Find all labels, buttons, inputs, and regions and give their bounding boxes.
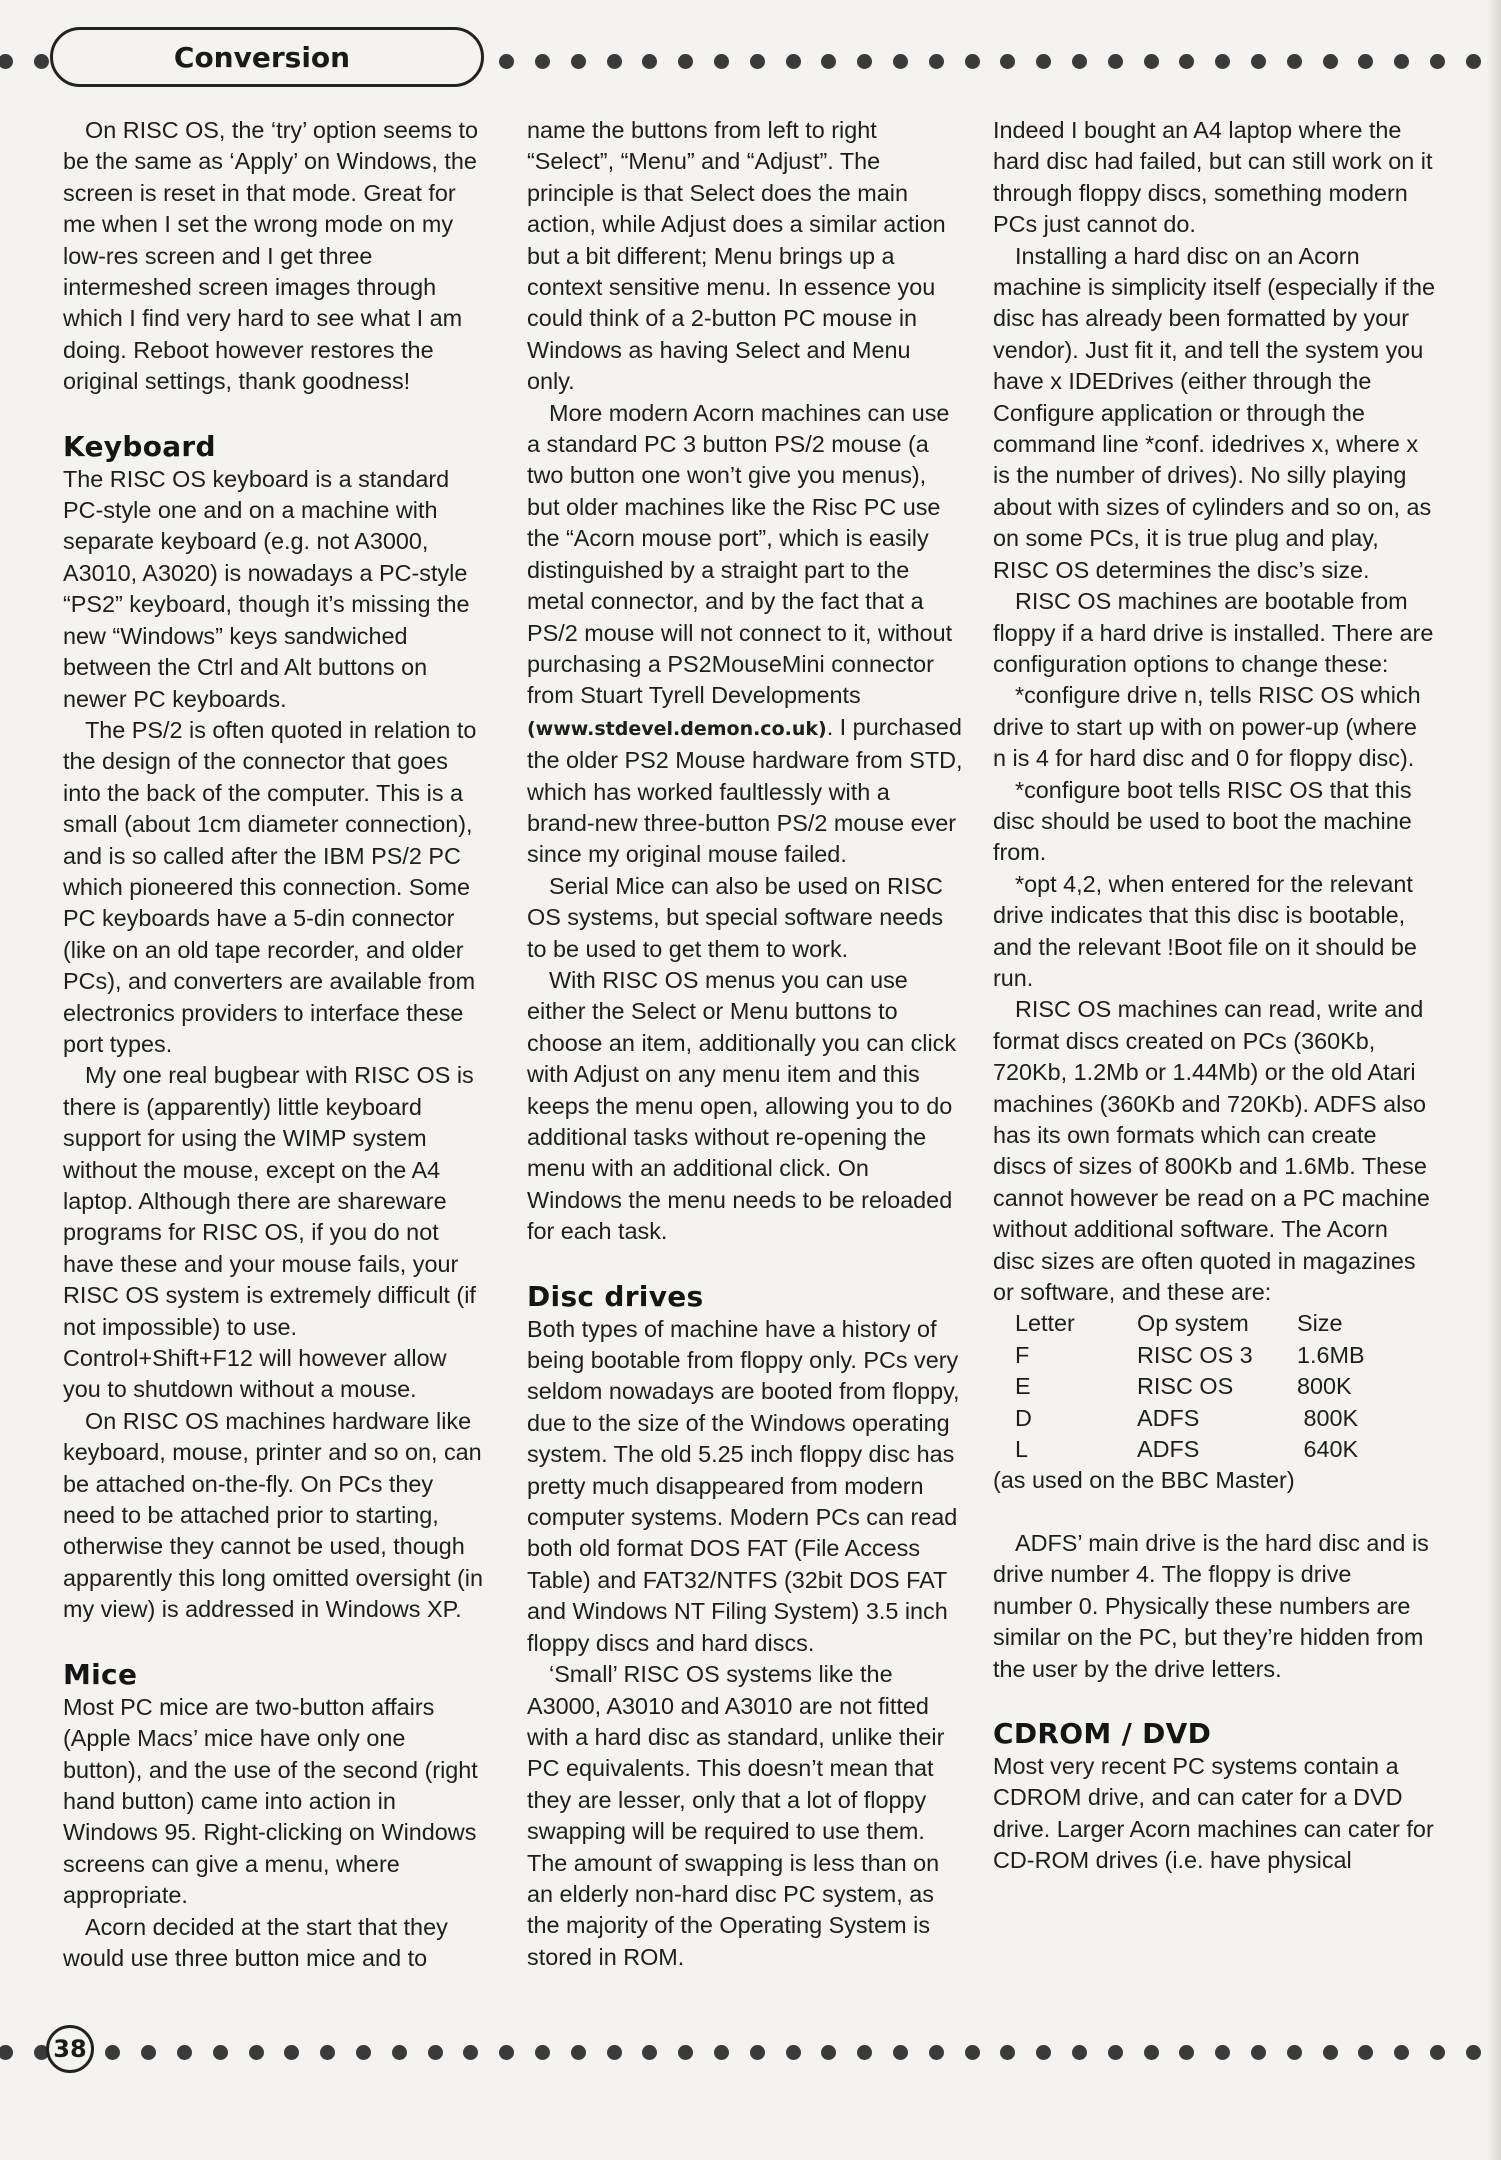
column-3 <box>993 115 1435 1877</box>
table-cell: 800K <box>1297 1373 1352 1400</box>
disc-sizes-table <box>1015 1308 1365 1465</box>
paragraph: RISC OS machines are bootable from floppy if a hard drive is installed. There are configuration options to change these: <box>993 588 1434 677</box>
rule-dot <box>1036 2045 1051 2060</box>
rule-dot <box>1215 54 1230 69</box>
rule-dot <box>320 2045 335 2060</box>
paragraph-text: . I purchased the older PS2 Mouse hardware from STD, which has worked faultlessly with a brand-new three-button PS/2 mouse ever since my original mouse failed. <box>527 713 963 868</box>
rule-dot <box>499 2045 514 2060</box>
paragraph: The PS/2 is often quoted in relation to the design of the connector that goes into the back of the computer. This is a small (about 1cm diameter connection), and is so called after the IBM PS/2 PC which pioneered this connection. Some PC keyboards have a 5-din connector (like on an old tape recorder, and older PCs), and converters are available from electronics providers to interface these port types. <box>63 716 477 1057</box>
rule-dot <box>678 2045 693 2060</box>
rule-dot <box>857 54 872 69</box>
heading-disc-drives: Disc drives <box>527 1279 704 1313</box>
table-cell: E <box>1015 1373 1031 1400</box>
rule-dot <box>392 2045 407 2060</box>
paragraph: The RISC OS keyboard is a standard PC-style one and on a machine with separate keyboard (e.g. not A3000, A3010, A3020) is nowadays a PC-style “PS2” keyboard, though it’s missing the new “Windows” keys sandwiched between the Ctrl and Alt buttons on newer PC keyboards. <box>63 465 470 712</box>
paragraph: Most PC mice are two-button affairs (Apple Macs’ mice have only one button), and the use of the second (right hand button) came into action in Windows 95. Right-clicking on Windows screens can give a menu, where appropriate. <box>63 1693 478 1909</box>
rule-dot <box>571 2045 586 2060</box>
rule-dot <box>535 2045 550 2060</box>
rule-dot <box>1251 2045 1266 2060</box>
paragraph: On RISC OS, the ‘try’ option seems to be the same as ‘Apply’ on Windows, the screen is reset in that mode. Great for me when I set the wrong mode on my low-res screen and I get three intermeshed screen images through which I find very hard to see what I am doing. Reboot however restores the original settings, thank goodness! <box>63 117 479 395</box>
rule-dot <box>141 2045 156 2060</box>
rule-dot <box>1000 2045 1015 2060</box>
paragraph: name the buttons from left to right “Select”, “Menu” and “Adjust”. The principle is that Select does the main action, while Adjust does a similar action but a bit different; Menu brings up a context sensitive menu. In essence you could think of a 2-button PC mouse in Windows as having Select and Menu only. <box>527 117 946 395</box>
rule-dot <box>1287 2045 1302 2060</box>
column-2 <box>527 115 963 1973</box>
rule-dot <box>893 54 908 69</box>
table-row <box>1015 1371 1365 1402</box>
rule-dot <box>1215 2045 1230 2060</box>
table-cell: 640K <box>1297 1436 1359 1463</box>
rule-dot <box>678 54 693 69</box>
rule-dot <box>1287 54 1302 69</box>
rule-dot <box>1072 54 1087 69</box>
paragraph: Indeed I bought an A4 laptop where the hard disc had failed, but can still work on it through floppy discs, something modern PCs just cannot do. <box>993 117 1433 238</box>
paragraph: My one real bugbear with RISC OS is there is (apparently) little keyboard support for using the WIMP system without the mouse, except on the A4 laptop. Although there are shareware programs for RISC OS, if you do not have these and your mouse fails, your RISC OS system is extremely difficult (if not impossible) to use. Control+Shift+F12 will however allow you to shutdown without a mouse. <box>63 1062 476 1403</box>
rule-dot <box>1358 54 1373 69</box>
paragraph: *configure drive n, tells RISC OS which drive to start up with on power-up (where n is 4 for hard disc and 0 for floppy disc). <box>993 682 1421 772</box>
paragraph-text: More modern Acorn machines can use a standard PC 3 button PS/2 mouse (a two button one won’t give you menus), but older machines like the Risc PC use the “Acorn mouse port”, which is easily distinguished by a straight part to the metal connector, and by the fact that a PS/2 mouse will not connect to it, without purchasing a PS2MouseMini connector from Stuart Tyrell Developments <box>527 399 953 709</box>
rule-dot <box>714 54 729 69</box>
paragraph: Installing a hard disc on an Acorn machine is simplicity itself (especially if the disc has already been formatted by your vendor). Just fit it, and tell the system you have x IDEDrives (either through the Configure application or through the command line *conf. idedrives x, where x is the number of drives). No silly playing about with sizes of cylinders and so on, as on some PCs, it is true plug and play, RISC OS determines the disc’s size. <box>993 242 1435 583</box>
table-cell: ADFS <box>1137 1436 1200 1463</box>
rule-dot <box>1358 2045 1373 2060</box>
rule-dot <box>249 2045 264 2060</box>
page-number-badge <box>46 2025 94 2073</box>
rule-dot <box>821 2045 836 2060</box>
rule-dot <box>499 54 514 69</box>
table-cell: F <box>1015 1341 1030 1368</box>
rule-dot <box>929 54 944 69</box>
rule-dot <box>750 2045 765 2060</box>
rule-dot <box>1323 2045 1338 2060</box>
paragraph: *opt 4,2, when entered for the relevant drive indicates that this disc is bootable, and the relevant !Boot file on it should be run. <box>993 870 1417 991</box>
table-cell: 1.6MB <box>1297 1341 1365 1368</box>
table-row <box>1015 1403 1365 1434</box>
rule-dot <box>1036 54 1051 69</box>
rule-dot <box>607 54 622 69</box>
rule-dot <box>356 2045 371 2060</box>
paragraph: ‘Small’ RISC OS systems like the A3000, A3010 and A3010 are not fitted with a hard disc as standard, unlike their PC equivalents. This doesn’t mean that they are lesser, only that a lot of floppy swapping will be required to use them. The amount of swapping is less than on an elderly non-hard disc PC system, as the majority of the Operating System is stored in ROM. <box>527 1661 945 1970</box>
rule-dot <box>1144 2045 1159 2060</box>
footer-dot-rule <box>0 2041 1501 2065</box>
heading-keyboard: Keyboard <box>63 429 216 463</box>
rule-dot <box>607 2045 622 2060</box>
rule-dot <box>821 54 836 69</box>
table-header-row <box>1015 1308 1365 1339</box>
paragraph: Serial Mice can also be used on RISC OS systems, but special software needs to be used to get them to work. <box>527 872 944 962</box>
rule-dot <box>0 54 13 69</box>
table-cell: L <box>1015 1436 1029 1463</box>
rule-dot <box>1108 2045 1123 2060</box>
rule-dot <box>893 2045 908 2060</box>
table-row <box>1015 1434 1365 1465</box>
rule-dot <box>714 2045 729 2060</box>
column-1 <box>63 115 487 1974</box>
rule-dot <box>750 54 765 69</box>
heading-mice: Mice <box>63 1657 138 1691</box>
paragraph <box>527 398 963 871</box>
rule-dot <box>284 2045 299 2060</box>
rule-dot <box>857 2045 872 2060</box>
rule-dot <box>786 2045 801 2060</box>
rule-dot <box>1394 2045 1409 2060</box>
table-header-cell: Op system <box>1137 1310 1249 1337</box>
page-number: 38 <box>53 2035 87 2063</box>
rule-dot <box>1072 2045 1087 2060</box>
table-cell: RISC OS <box>1137 1373 1234 1400</box>
rule-dot <box>642 54 657 69</box>
rule-dot <box>0 2045 13 2060</box>
section-title-banner <box>50 27 484 87</box>
table-cell: D <box>1015 1404 1032 1431</box>
table-cell: ADFS <box>1137 1404 1200 1431</box>
paragraph: On RISC OS machines hardware like keyboard, mouse, printer and so on, can be attached on-the-fly. On PCs they need to be attached prior to starting, otherwise they cannot be used, though apparently this long omitted oversight (in my view) is addressed in Windows XP. <box>63 1407 483 1623</box>
rule-dot <box>1000 54 1015 69</box>
paragraph: ADFS’ main drive is the hard disc and is drive number 4. The floppy is drive number 0. Physically these numbers are similar on the PC, but they’re hidden from the user by the drive letters. <box>993 1529 1429 1682</box>
rule-dot <box>105 2045 120 2060</box>
website-url: (www.stdevel.demon.co.uk) <box>527 717 827 740</box>
rule-dot <box>34 54 49 69</box>
table-header-cell: Size <box>1297 1310 1343 1337</box>
table-cell: 800K <box>1297 1404 1359 1431</box>
paragraph: With RISC OS menus you can use either the Select or Menu buttons to choose an item, additionally you can click with Adjust on any menu item and this keeps the menu open, allowing you to do additional tasks without re-opening the menu with an additional click. On Windows the menu needs to be reloaded for each task. <box>527 966 957 1245</box>
rule-dot <box>213 2045 228 2060</box>
table-header-cell: Letter <box>1015 1310 1075 1337</box>
rule-dot <box>929 2045 944 2060</box>
paragraph: Acorn decided at the start that they would use three button mice and to <box>63 1913 448 1971</box>
rule-dot <box>1144 54 1159 69</box>
rule-dot <box>965 54 980 69</box>
rule-dot <box>786 54 801 69</box>
rule-dot <box>1466 2045 1481 2060</box>
section-title: Conversion <box>173 40 351 74</box>
rule-dot <box>965 2045 980 2060</box>
rule-dot <box>177 2045 192 2060</box>
rule-dot <box>1430 2045 1445 2060</box>
rule-dot <box>642 2045 657 2060</box>
paragraph: Both types of machine have a history of being bootable from floppy only. PCs very seldom nowadays are booted from floppy, due to the size of the Windows operating system. The old 5.25 inch floppy disc has pretty much disappeared from modern computer systems. Modern PCs can read both old format DOS FAT (File Access Table) and FAT32/NTFS (32bit DOS FAT and Windows NT Filing System) 3.5 inch floppy discs and hard discs. <box>527 1315 960 1656</box>
rule-dot <box>535 54 550 69</box>
rule-dot <box>1179 54 1194 69</box>
rule-dot <box>463 2045 478 2060</box>
rule-dot <box>571 54 586 69</box>
rule-dot <box>1466 54 1481 69</box>
paragraph: *configure boot tells RISC OS that this disc should be used to boot the machine from. <box>993 776 1412 866</box>
page-edge-shadow <box>1487 0 1501 2160</box>
rule-dot <box>1430 54 1445 69</box>
rule-dot <box>1108 54 1123 69</box>
rule-dot <box>1179 2045 1194 2060</box>
heading-cdrom-dvd: CDROM / DVD <box>993 1716 1212 1750</box>
table-row <box>1015 1340 1365 1371</box>
rule-dot <box>1323 54 1338 69</box>
table-note: (as used on the BBC Master) <box>993 1467 1295 1494</box>
paragraph: RISC OS machines can read, write and format discs created on PCs (360Kb, 720Kb, 1.2Mb or 1.44Mb) or the old Atari machines (360Kb and 720Kb). ADFS also has its own formats which can create discs of sizes of 800Kb and 1.6Mb. These cannot however be read on a PC machine without additional software. The Acorn disc sizes are often quoted in magazines or software, and these are: <box>993 996 1430 1306</box>
table-cell: RISC OS 3 <box>1137 1341 1253 1368</box>
rule-dot <box>1394 54 1409 69</box>
paragraph: Most very recent PC systems contain a CDROM drive, and can cater for a DVD drive. Larger Acorn machines can cater for CD-ROM drives (i.e. have physical <box>993 1752 1434 1874</box>
rule-dot <box>428 2045 443 2060</box>
rule-dot <box>1251 54 1266 69</box>
